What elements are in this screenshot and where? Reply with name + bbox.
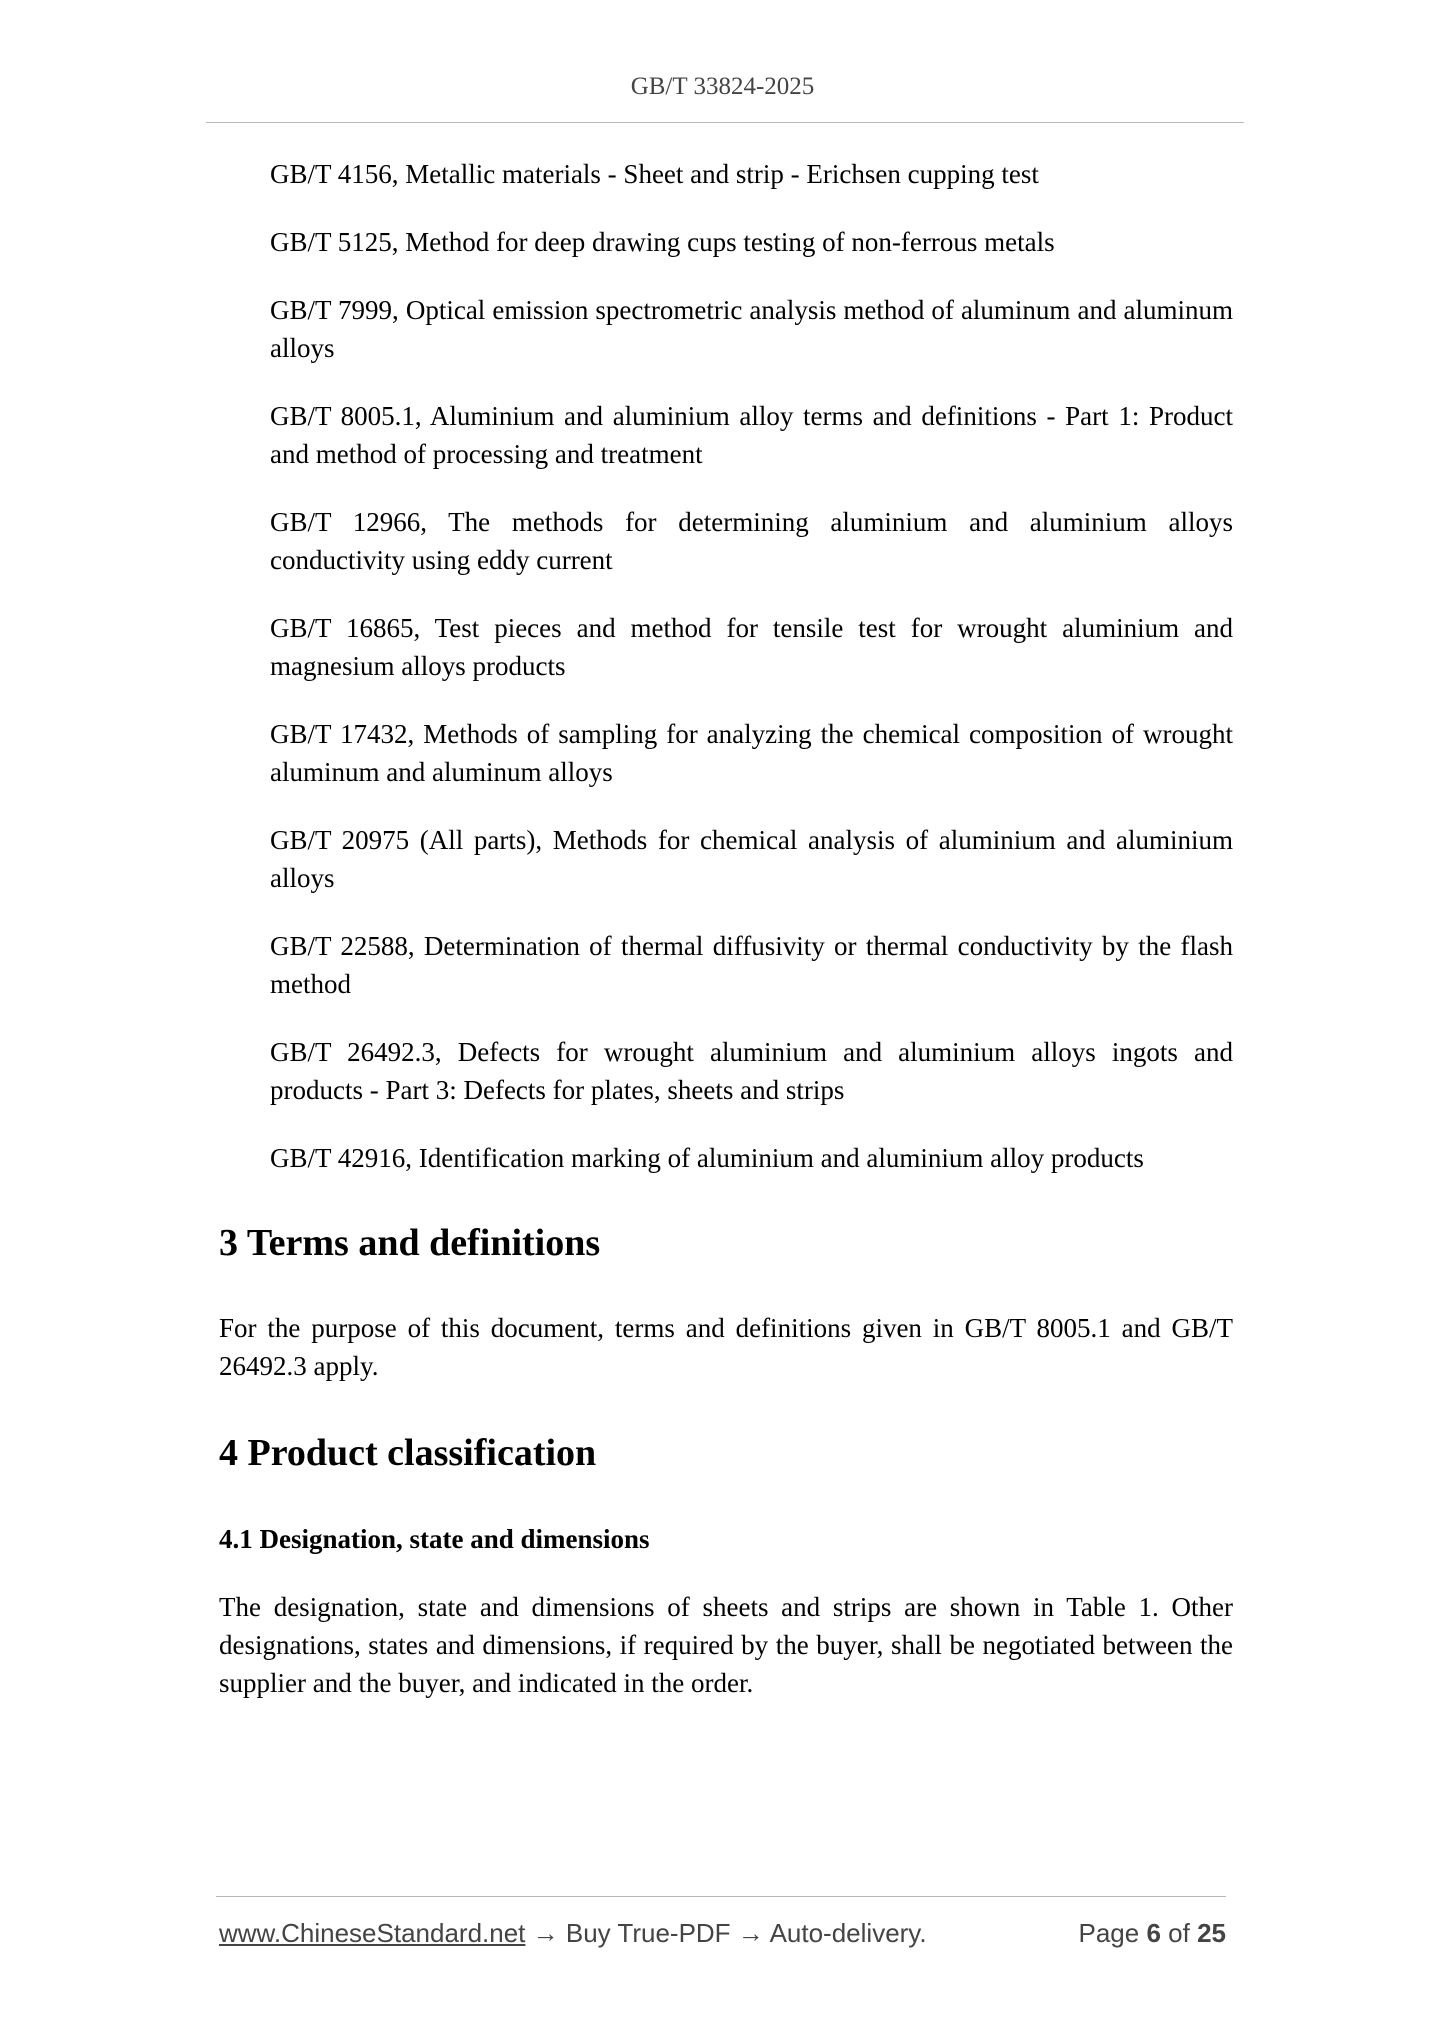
reference-item: GB/T 42916, Identification marking of aluminium and aluminium alloy products: [270, 1143, 1144, 1173]
reference-item: GB/T 4156, Metallic materials - Sheet and strip - Erichsen cupping test: [270, 159, 1039, 189]
section-3: [219, 1220, 1233, 1266]
section-4-1: [219, 1522, 1233, 1556]
reference-item: GB/T 8005.1, Aluminium and aluminium alloy terms and definitions - Part 1: Product and method of processing and treatment: [270, 401, 1233, 469]
document-header-title: GB/T 33824-2025: [630, 73, 815, 100]
footer-divider: [216, 1896, 1226, 1897]
header-divider: [206, 122, 1244, 123]
page-indicator: [1078, 1918, 1226, 1949]
section-4-heading: 4 Product classification: [219, 1432, 597, 1474]
reference-item: GB/T 7999, Optical emission spectrometric analysis method of aluminum and aluminum alloys: [270, 295, 1233, 363]
reference-item: GB/T 17432, Methods of sampling for analyzing the chemical composition of wrought aluminum and aluminum alloys: [270, 719, 1233, 787]
section-3-heading: 3 Terms and definitions: [219, 1222, 601, 1264]
website-link[interactable]: www.ChineseStandard.net: [219, 1918, 526, 1948]
footer-tagline: → Buy True-PDF → Auto-delivery.: [525, 1918, 927, 1948]
of-label: of: [1168, 1918, 1190, 1948]
reference-item: GB/T 22588, Determination of thermal diffusivity or thermal conductivity by the flash method: [270, 931, 1233, 999]
section-4: [219, 1430, 1233, 1476]
total-pages-number: 25: [1197, 1918, 1226, 1948]
reference-item: GB/T 12966, The methods for determining aluminium and aluminium alloys conductivity using eddy current: [270, 507, 1233, 575]
section-3-paragraph: For the purpose of this document, terms and definitions given in GB/T 8005.1 and GB/T 26492.3 apply.: [219, 1313, 1233, 1381]
section-4-1-heading: 4.1 Designation, state and dimensions: [219, 1524, 650, 1554]
page-label: Page: [1078, 1918, 1140, 1948]
reference-item: GB/T 5125, Method for deep drawing cups testing of non-ferrous metals: [270, 227, 1055, 257]
footer-promo: [219, 1918, 927, 1949]
section-4-1-paragraph: The designation, state and dimensions of sheets and strips are shown in Table 1. Other designations, states and dimensions, if required by the buyer, shall be negotiated between the supplier and the buyer, and indicated in the order.: [219, 1592, 1233, 1698]
normative-references-list: [270, 155, 1233, 1207]
page-footer: [219, 1918, 1226, 1954]
current-page-number: 6: [1146, 1918, 1161, 1948]
reference-item: GB/T 26492.3, Defects for wrought aluminium and aluminium alloys ingots and products - Part 3: Defects for plates, sheets and strips: [270, 1037, 1233, 1105]
section-3-body: [219, 1309, 1233, 1385]
section-4-1-body: [219, 1588, 1233, 1702]
reference-item: GB/T 16865, Test pieces and method for tensile test for wrought aluminium and magnesium alloys products: [270, 613, 1233, 681]
reference-item: GB/T 20975 (All parts), Methods for chemical analysis of aluminium and aluminium alloys: [270, 825, 1233, 893]
